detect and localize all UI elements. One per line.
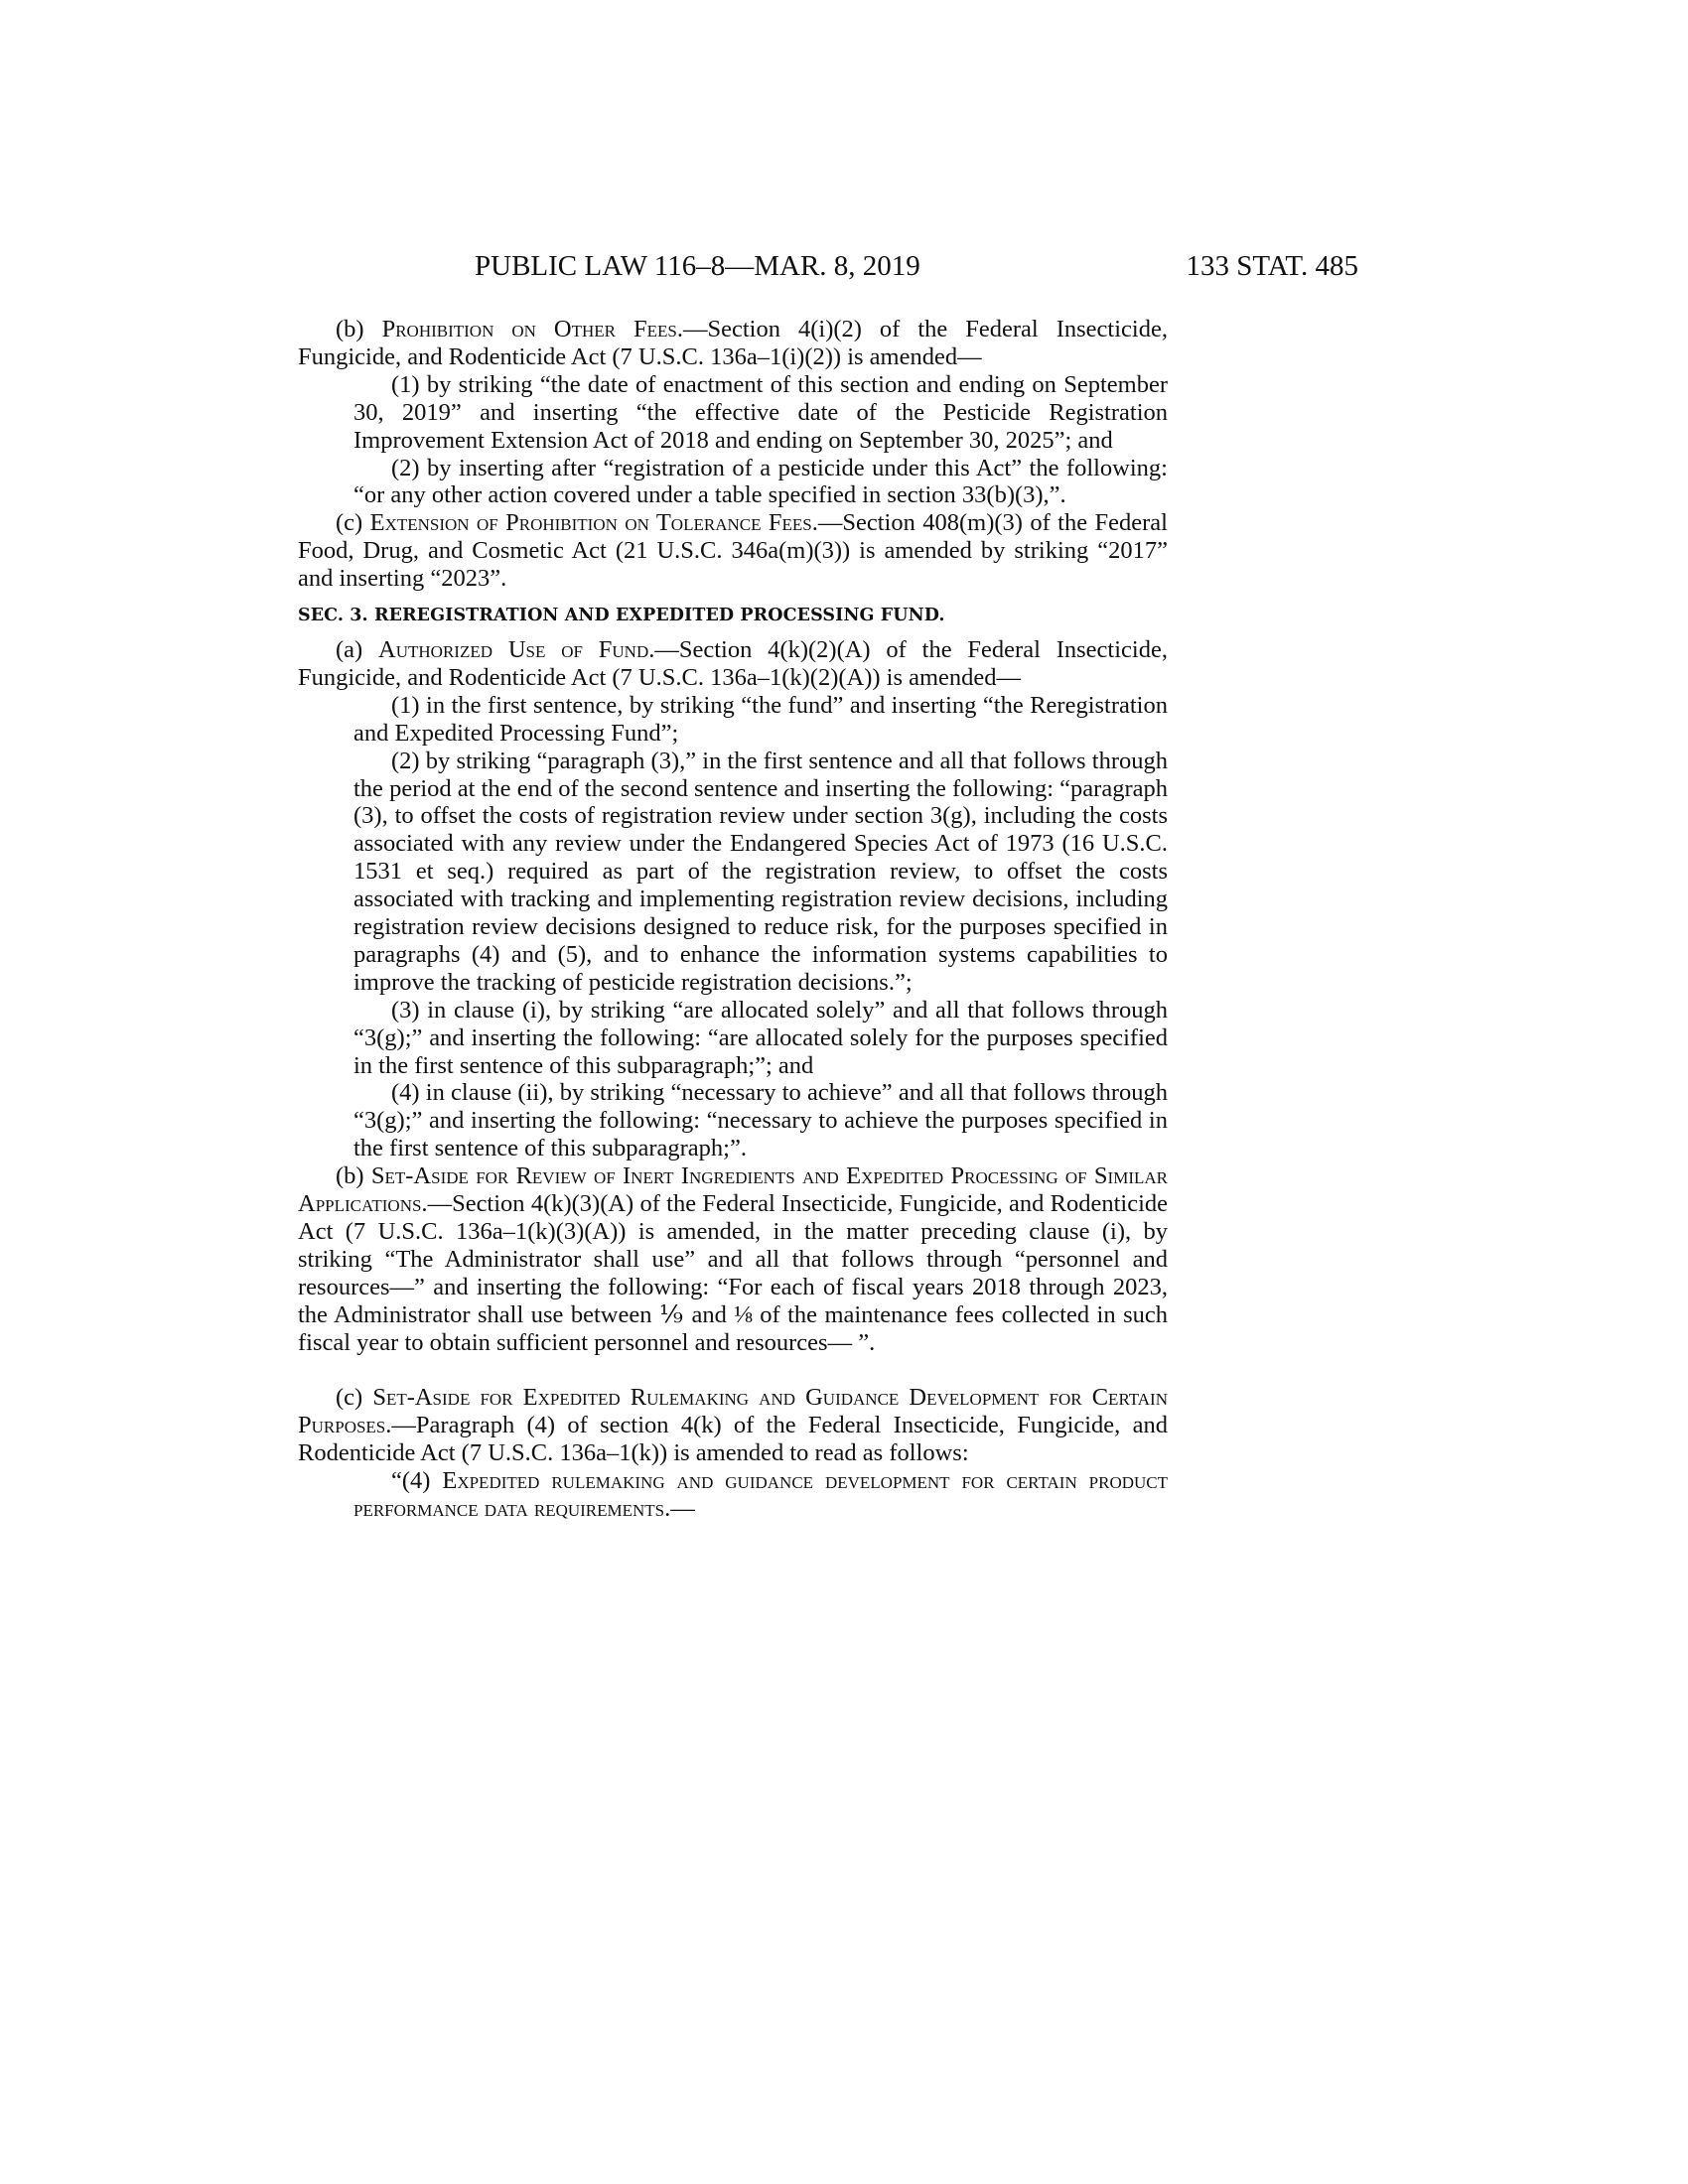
section-3a-text: —Section 4(k)(2)(A) of the Federal Insecticide, Fungicide, and Rodenticide Act (7 U.S.C. 136a–1(k)(2)(A)) is amended— bbox=[298, 635, 1168, 691]
section-3-subsection-b: (b) Set-Aside for Review of Inert Ingredients and Expedited Processing of Similar Applications.—Section 4(k)(3)(A) of the Federal Insecticide, Fungicide, and Rodenticide Act (7 U.S.C. 136a–1(k)(3)(A)) is amended, in the matter preceding clause (i), by striking “The Administrator shall use” and all that follows through “personnel and resources—” and inserting the following: “For each of fiscal years 2018 through 2023, the Administrator shall use between ⅑ and ⅛ of the maintenance fees collected in such fiscal year to obtain sufficient personnel and resources— ”. bbox=[298, 1162, 1168, 1356]
paragraph-3a3: (3) in clause (i), by striking “are allocated solely” and all that follows through “3(g);” and inserting the following: “are allocated solely for the purposes specified in the first sentence of this subparagraph;”; and bbox=[353, 996, 1168, 1079]
statute-page-number: 133 STAT. 485 bbox=[1186, 250, 1358, 282]
running-header bbox=[298, 246, 1358, 286]
paragraph-3a2: (2) by striking “paragraph (3),” in the first sentence and all that follows through the period at the end of the second sentence and inserting the following: “paragraph (3), to offset the costs of registration review under section 3(g), including the costs associated with any review under the Endangered Species Act of 1973 (16 U.S.C. 1531 et seq.) required as part of the registration review, to offset the costs associated with tracking and implementing registration review decisions, including registration review decisions designed to reduce risk, for the purposes specified in paragraphs (4) and (5), and to enhance the information systems capabilities to improve the tracking of pesticide registration decisions.”; bbox=[353, 747, 1168, 996]
paragraph-b2: (2) by inserting after “registration of a pesticide under this Act” the following: “or any other action covered under a table specified in section 33(b)(3),”. bbox=[353, 454, 1168, 509]
subsection-b-text: —Section 4(i)(2) of the Federal Insecticide, Fungicide, and Rodenticide Act (7 U.S.C. 136a–1(i)(2)) is amended— bbox=[298, 316, 1168, 370]
public-law-citation: PUBLIC LAW 116–8—MAR. 8, 2019 bbox=[475, 250, 920, 282]
quoted-paragraph-4-heading bbox=[353, 1467, 1168, 1523]
paragraph-3a1: (1) in the first sentence, by striking “the fund” and inserting “the Reregistration and Expedited Processing Fund”; bbox=[353, 691, 1168, 747]
section-3b-text: —Section 4(k)(3)(A) of the Federal Insecticide, Fungicide, and Rodenticide Act (7 U.S.C. 136a–1(k)(3)(A)) is amended, in the matter preceding clause (i), by striking “The Administrator shall use” and all that follows through “personnel and resources—” and inserting the following: “For each of fiscal years 2018 through 2023, the Administrator shall use between ⅑ and ⅛ of the maintenance fees collected in such fiscal year to obtain sufficient personnel and resources— ”. bbox=[298, 1190, 1168, 1356]
paragraph-3a4: (4) in clause (ii), by striking “necessary to achieve” and all that follows through “3(g);” and inserting the following: “necessary to achieve the purposes specified in the first sentence of this subparagraph;”. bbox=[353, 1079, 1168, 1162]
section-3c-heading: Set-Aside for Expedited Rulemaking and Guidance Development for Certain Purposes. bbox=[298, 1384, 1168, 1439]
section-3-heading: SEC. 3. REREGISTRATION AND EXPEDITED PROCESSING FUND. bbox=[298, 606, 945, 626]
section-3a-heading: Authorized Use of Fund. bbox=[378, 635, 655, 663]
subsection-b-heading: Prohibition on Other Fees. bbox=[381, 316, 683, 342]
section-3c-text: —Paragraph (4) of section 4(k) of the Federal Insecticide, Fungicide, and Rodenticide Act (7 U.S.C. 136a–1(k)) is amended to read as follows: bbox=[298, 1412, 1168, 1467]
paragraph-b1: (1) by striking “the date of enactment of this section and ending on September 30, 2019” and inserting “the effective date of the Pesticide Registration Improvement Extension Act of 2018 and ending on September 30, 2025”; and bbox=[353, 370, 1168, 454]
document-body bbox=[298, 316, 1168, 1523]
subsection-c: (c) Extension of Prohibition on Tolerance Fees.—Section 408(m)(3) of the Federal Food, Drug, and Cosmetic Act (21 U.S.C. 346a(m)(3)) is amended by striking “2017” and inserting “2023”. bbox=[298, 509, 1168, 593]
section-3b-heading: Set-Aside for Review of Inert Ingredients and Expedited Processing of Similar Applications. bbox=[298, 1162, 1168, 1218]
quoted-paragraph-4-title: “(4) Expedited rulemaking and guidance development for certain product performance data requirements. bbox=[353, 1467, 1168, 1523]
subsection-c-text: —Section 408(m)(3) of the Federal Food, Drug, and Cosmetic Act (21 U.S.C. 346a(m)(3)) is amended by striking “2017” and inserting “2023”. bbox=[298, 509, 1168, 593]
subsection-b: (b) Prohibition on Other Fees.—Section 4(i)(2) of the Federal Insecticide, Fungicide, and Rodenticide Act (7 U.S.C. 136a–1(i)(2)) is amended— bbox=[298, 316, 1168, 370]
section-3-subsection-c: (c) Set-Aside for Expedited Rulemaking and Guidance Development for Certain Purposes.—Paragraph (4) of section 4(k) of the Federal Insecticide, Fungicide, and Rodenticide Act (7 U.S.C. 136a–1(k)) is amended to read as follows: bbox=[298, 1384, 1168, 1467]
subsection-c-heading: Extension of Prohibition on Tolerance Fees. bbox=[369, 509, 818, 537]
section-3-subsection-a: (a) Authorized Use of Fund.—Section 4(k)(2)(A) of the Federal Insecticide, Fungicide, and Rodenticide Act (7 U.S.C. 136a–1(k)(2)(A)) is amended— bbox=[298, 635, 1168, 691]
quoted-paragraph-4-dash: — bbox=[670, 1495, 695, 1523]
